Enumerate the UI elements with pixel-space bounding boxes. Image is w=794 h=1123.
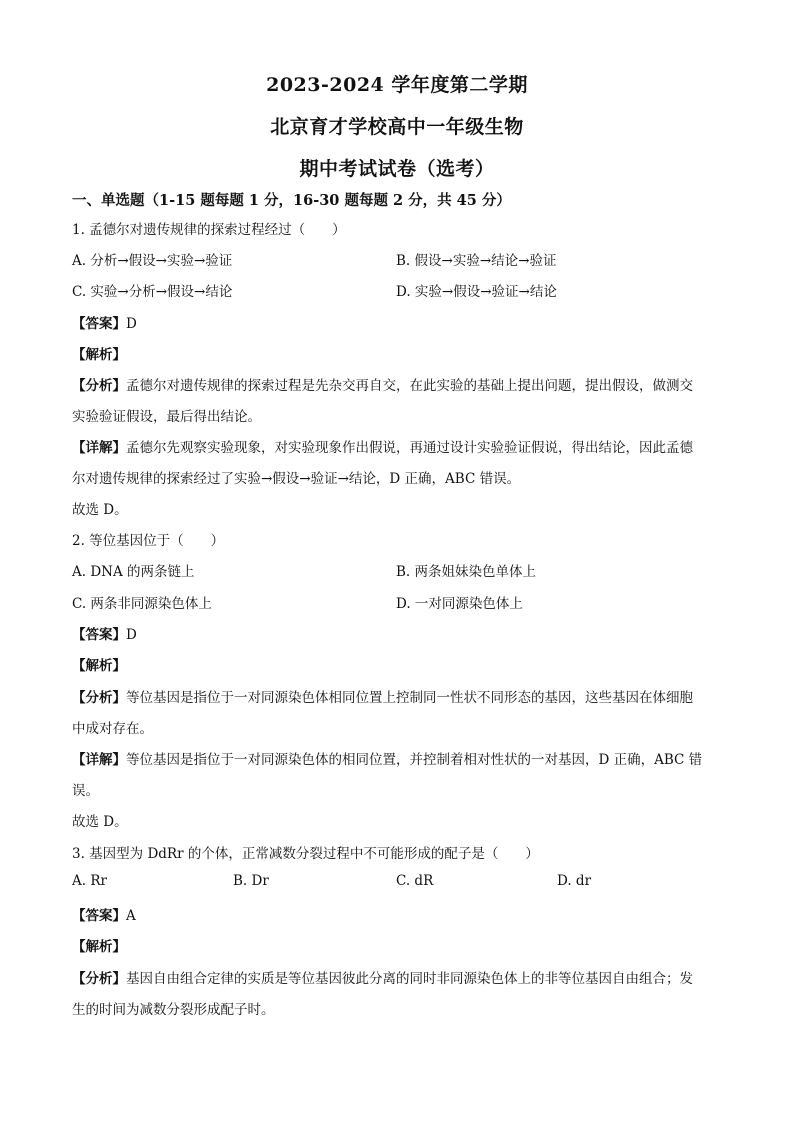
q1-stem: 1. 孟德尔对遗传规律的探索过程经过（ ）: [72, 222, 346, 238]
q1-analysis-tag: 【解析】: [72, 347, 126, 363]
answer-tag: 【答案】: [72, 908, 126, 924]
q2-option-d: D. 一对同源染色体上: [396, 596, 523, 612]
doc-title-exam: 期中考试试卷（选考）: [299, 158, 495, 180]
q1-conclusion: 故选 D。: [72, 502, 128, 518]
fenxi-text: 等位基因是指位于一对同源染色体相同位置上控制同一性状不同形态的基因，这些基因在体细胞: [126, 690, 693, 706]
answer-value: A: [126, 908, 136, 924]
q1-option-c: C. 实验→分析→假设→结论: [72, 284, 233, 300]
q2-xiangjie-line2: 误。: [72, 783, 99, 799]
q2-fenxi-line2: 中成对存在。: [72, 721, 153, 737]
section-heading: 一、单选题（1-15 题每题 1 分，16-30 题每题 2 分，共 45 分）: [72, 192, 511, 209]
q2-option-b: B. 两条姐妹染色单体上: [396, 564, 537, 580]
q2-option-c: C. 两条非同源染色体上: [72, 596, 212, 612]
q1-option-a: A. 分析→假设→实验→验证: [72, 253, 233, 269]
q3-option-b: B. Dr: [233, 873, 269, 889]
q3-fenxi-line2: 生的时间为减数分裂形成配子时。: [72, 1002, 275, 1018]
q3-option-d: D. dr: [557, 873, 592, 889]
q1-xiangjie-line1: [72, 436, 693, 456]
answer-tag: 【答案】: [72, 627, 126, 643]
xiangjie-text: 等位基因是指位于一对同源染色体的相同位置，并控制着相对性状的一对基因，D 正确，ABC 错: [126, 752, 703, 768]
xiangjie-tag: 【详解】: [72, 440, 126, 456]
q1-answer: [72, 312, 137, 332]
doc-title-term: 2023-2024 学年度第二学期: [266, 74, 528, 96]
q2-stem: 2. 等位基因位于（ ）: [72, 533, 225, 549]
fenxi-tag: 【分析】: [72, 971, 126, 987]
fenxi-text: 基因自由组合定律的实质是等位基因彼此分离的同时非同源染色体上的非等位基因自由组合；发: [126, 971, 693, 987]
answer-tag: 【答案】: [72, 316, 126, 332]
q3-stem: 3. 基因型为 DdRr 的个体，正常减数分裂过程中不可能形成的配子是（ ）: [72, 846, 539, 862]
q2-conclusion: 故选 D。: [72, 814, 128, 830]
answer-value: D: [126, 316, 137, 332]
q1-fenxi-line2: 实验验证假设，最后得出结论。: [72, 409, 261, 425]
q1-xiangjie-line2: 尔对遗传规律的探索经过了实验→假设→验证→结论，D 正确，ABC 错误。: [72, 471, 521, 487]
q3-option-c: C. dR: [396, 873, 434, 889]
q2-xiangjie-line1: [72, 748, 702, 768]
q1-fenxi-line1: [72, 374, 693, 394]
q2-fenxi-line1: [72, 686, 693, 706]
fenxi-text: 孟德尔对遗传规律的探索过程是先杂交再自交，在此实验的基础上提出问题，提出假设，做测交: [126, 378, 693, 394]
q3-analysis-tag: 【解析】: [72, 939, 126, 955]
xiangjie-text: 孟德尔先观察实验现象，对实验现象作出假说，再通过设计实验验证假说，得出结论，因此孟德: [126, 440, 693, 456]
answer-value: D: [126, 627, 137, 643]
q3-answer: [72, 904, 136, 924]
q3-fenxi-line1: [72, 967, 693, 987]
q1-option-d: D. 实验→假设→验证→结论: [396, 284, 557, 300]
q3-option-a: A. Rr: [72, 873, 107, 889]
q2-option-a: A. DNA 的两条链上: [72, 564, 195, 580]
q1-option-b: B. 假设→实验→结论→验证: [396, 253, 557, 269]
fenxi-tag: 【分析】: [72, 378, 126, 394]
q2-answer: [72, 623, 137, 643]
doc-title-school: 北京育才学校高中一年级生物: [270, 116, 524, 138]
fenxi-tag: 【分析】: [72, 690, 126, 706]
xiangjie-tag: 【详解】: [72, 752, 126, 768]
q2-analysis-tag: 【解析】: [72, 658, 126, 674]
